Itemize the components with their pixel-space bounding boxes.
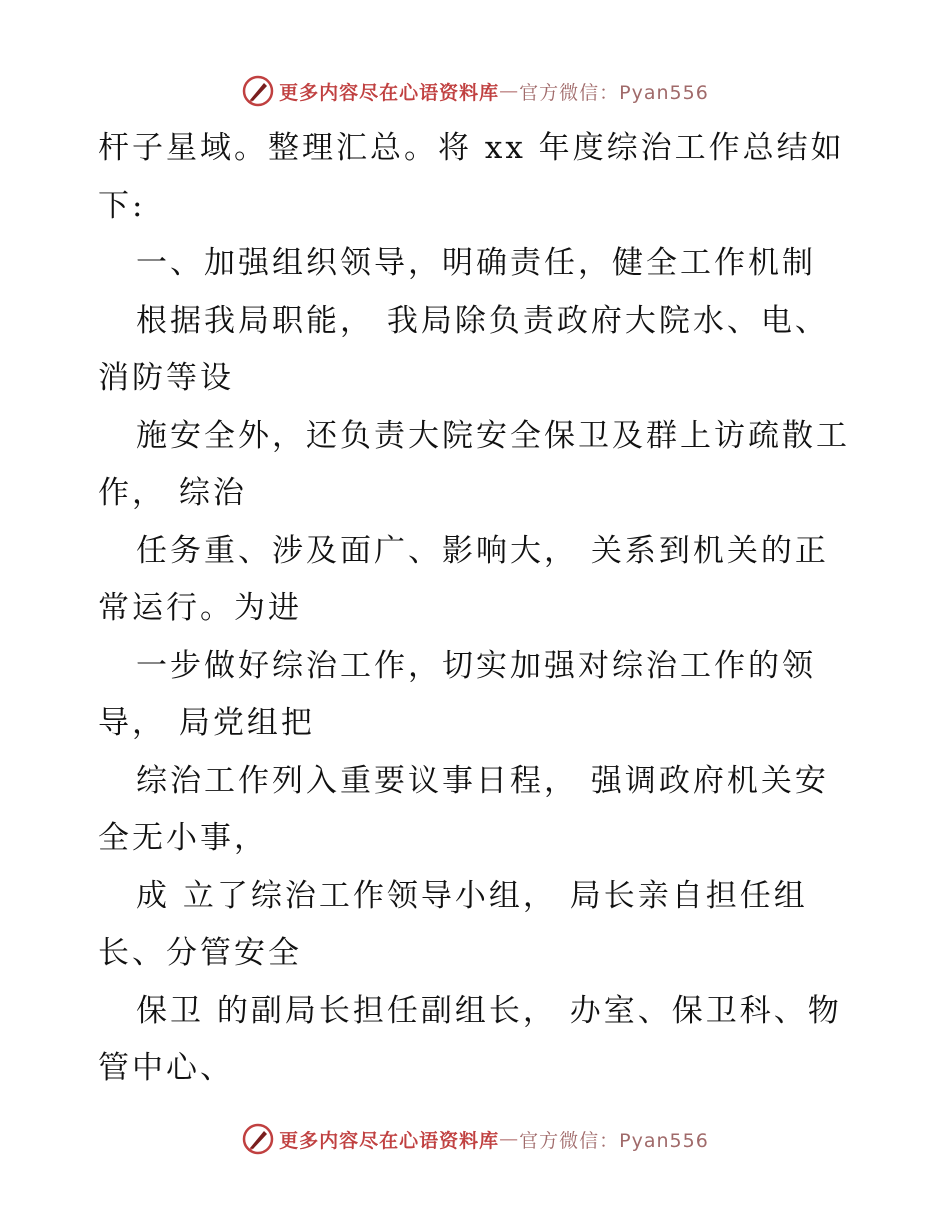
- header-wechat-text: 官方微信：Pyan556: [519, 81, 709, 104]
- body-line: 任务重、涉及面广、影响大， 关系到机关的正: [136, 532, 829, 569]
- quill-pen-icon: [241, 1122, 275, 1156]
- body-line: 导， 局党组把: [98, 705, 315, 741]
- footer-watermark: [0, 1119, 950, 1159]
- body-line: 综治工作列入重要议事日程， 强调政府机关安: [136, 762, 829, 799]
- footer-wechat-text: 官方微信：Pyan556: [519, 1129, 709, 1152]
- body-line: 根据我局职能， 我局除负责政府大院水、电、: [136, 302, 829, 339]
- body-line: 成 立了综治工作领导小组， 局长亲自担任组: [136, 877, 808, 914]
- body-line: 一步做好综治工作，切实加强对综治工作的领: [136, 647, 816, 684]
- body-line: 管中心、: [98, 1050, 234, 1086]
- header-watermark: [0, 71, 950, 111]
- body-line: 长、分管安全: [98, 935, 302, 971]
- body-line: 作， 综治: [98, 475, 247, 511]
- footer-brand-text: 更多内容尽在心语资料库: [279, 1129, 500, 1152]
- quill-pen-icon: [241, 74, 275, 108]
- body-line: 杆子星域。整理汇总。将 xx 年度综治工作总结如: [98, 130, 845, 166]
- body-line: 常运行。为进: [98, 590, 302, 626]
- document-body: [98, 120, 858, 1098]
- header-brand-text: 更多内容尽在心语资料库: [279, 81, 500, 104]
- body-line: 施安全外，还负责大院安全保卫及群上访疏散工: [136, 417, 850, 454]
- body-line: 下:: [98, 187, 146, 224]
- body-line: 消防等设: [98, 360, 234, 396]
- body-line: 全无小事，: [98, 820, 268, 856]
- header-separator: —: [499, 80, 520, 102]
- body-line: 保卫 的副局长担任副组长， 办室、保卫科、物: [136, 992, 842, 1029]
- footer-separator: —: [499, 1128, 520, 1150]
- body-line: 一、加强组织领导，明确责任，健全工作机制: [136, 245, 816, 281]
